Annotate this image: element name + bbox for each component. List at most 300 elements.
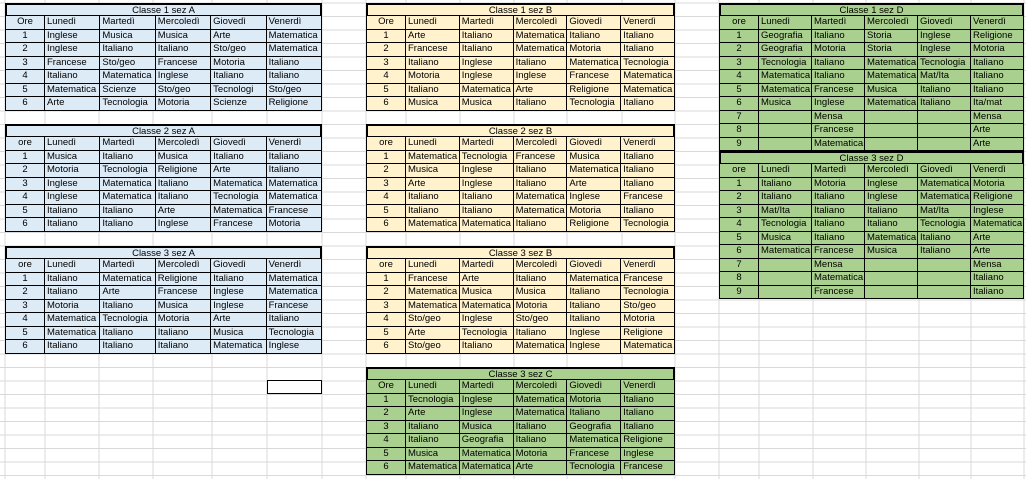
subject-cell[interactable]: Matematica [514, 407, 568, 421]
subject-cell[interactable]: Arte [514, 461, 568, 475]
header-cell-marted[interactable]: Martedì [812, 16, 865, 30]
subject-cell[interactable]: Italiano [406, 421, 460, 435]
subject-cell[interactable]: Motoria [567, 394, 621, 408]
subject-cell[interactable]: Inglese [460, 164, 514, 178]
table-title[interactable]: Classe 3 sez C [366, 367, 675, 380]
subject-cell[interactable]: Tecnologia [567, 97, 621, 111]
subject-cell[interactable]: Matematica [971, 218, 1024, 232]
subject-cell[interactable]: Musica [406, 164, 460, 178]
hour-cell[interactable]: 7 [719, 111, 759, 125]
subject-cell[interactable]: Arte [460, 273, 514, 287]
hour-cell[interactable]: 6 [366, 461, 406, 475]
subject-cell[interactable] [865, 111, 918, 125]
subject-cell[interactable]: Arte [45, 97, 100, 111]
subject-cell[interactable]: Mensa [812, 259, 865, 273]
header-cell-gioved[interactable]: Giovedì [211, 137, 266, 151]
header-cell-ore[interactable]: Ore [366, 16, 406, 30]
subject-cell[interactable]: Italiano [267, 313, 322, 327]
subject-cell[interactable]: Religione [971, 191, 1024, 205]
hour-cell[interactable]: 5 [5, 327, 45, 341]
subject-cell[interactable]: Tecnologia [460, 327, 514, 341]
hour-cell[interactable]: 2 [5, 164, 45, 178]
subject-cell[interactable]: Matematica [267, 286, 322, 300]
subject-cell[interactable]: Matematica [460, 461, 514, 475]
subject-cell[interactable]: Inglese [211, 286, 266, 300]
hour-cell[interactable]: 7 [719, 259, 759, 273]
header-cell-gioved[interactable]: Giovedì [918, 164, 971, 178]
subject-cell[interactable]: Musica [211, 327, 266, 341]
subject-cell[interactable]: Italiano [918, 97, 971, 111]
hour-cell[interactable]: 1 [366, 394, 406, 408]
header-cell-luned[interactable]: Lunedì [759, 16, 812, 30]
subject-cell[interactable] [865, 272, 918, 286]
hour-cell[interactable]: 2 [5, 286, 45, 300]
subject-cell[interactable]: Italiano [971, 84, 1024, 98]
subject-cell[interactable]: Francese [267, 205, 322, 219]
subject-cell[interactable] [759, 138, 812, 152]
subject-cell[interactable]: Arte [100, 286, 155, 300]
subject-cell[interactable]: Matematica [514, 43, 568, 57]
subject-cell[interactable]: Italiano [621, 30, 675, 44]
subject-cell[interactable]: Italiano [156, 340, 211, 354]
subject-cell[interactable]: Geografia [759, 43, 812, 57]
subject-cell[interactable]: Italiano [460, 205, 514, 219]
subject-cell[interactable] [759, 124, 812, 138]
header-cell-luned[interactable]: Lunedì [406, 259, 460, 273]
subject-cell[interactable]: Matematica [100, 191, 155, 205]
table-title[interactable]: Classe 1 sez B [366, 3, 675, 16]
subject-cell[interactable]: Italiano [567, 286, 621, 300]
hour-cell[interactable]: 4 [5, 191, 45, 205]
subject-cell[interactable]: Italiano [156, 43, 211, 57]
subject-cell[interactable]: Inglese [45, 191, 100, 205]
subject-cell[interactable]: Italiano [406, 205, 460, 219]
subject-cell[interactable]: Inglese [211, 300, 266, 314]
header-cell-ore[interactable]: ore [719, 16, 759, 30]
hour-cell[interactable]: 4 [719, 70, 759, 84]
subject-cell[interactable]: Tecnologia [100, 313, 155, 327]
subject-cell[interactable]: Musica [460, 421, 514, 435]
subject-cell[interactable]: Arte [406, 30, 460, 44]
subject-cell[interactable]: Inglese [45, 30, 100, 44]
subject-cell[interactable] [918, 272, 971, 286]
subject-cell[interactable]: Italiano [971, 70, 1024, 84]
subject-cell[interactable]: Arte [211, 164, 266, 178]
header-cell-venerd[interactable]: Venerdì [621, 380, 675, 394]
subject-cell[interactable]: Matematica [460, 300, 514, 314]
subject-cell[interactable]: Arte [971, 124, 1024, 138]
header-cell-marted[interactable]: Martedì [460, 259, 514, 273]
hour-cell[interactable]: 6 [366, 97, 406, 111]
subject-cell[interactable]: Inglese [567, 327, 621, 341]
subject-cell[interactable]: Matematica [211, 340, 266, 354]
subject-cell[interactable]: Italiano [460, 340, 514, 354]
hour-cell[interactable]: 4 [366, 70, 406, 84]
subject-cell[interactable]: Matematica [514, 30, 568, 44]
header-cell-mercoled[interactable]: Mercoledì [156, 137, 211, 151]
subject-cell[interactable]: Matematica [267, 178, 322, 192]
subject-cell[interactable] [759, 111, 812, 125]
subject-cell[interactable]: Tecnologia [460, 151, 514, 165]
header-cell-marted[interactable]: Martedì [100, 16, 155, 30]
subject-cell[interactable]: Matematica [918, 178, 971, 192]
subject-cell[interactable] [918, 259, 971, 273]
subject-cell[interactable]: Motoria [514, 300, 568, 314]
subject-cell[interactable]: Francese [156, 286, 211, 300]
subject-cell[interactable]: Ita/mat [971, 97, 1024, 111]
subject-cell[interactable]: Italiano [45, 218, 100, 232]
header-cell-luned[interactable]: Lunedì [406, 380, 460, 394]
subject-cell[interactable]: Inglese [865, 178, 918, 192]
hour-cell[interactable]: 5 [719, 84, 759, 98]
subject-cell[interactable]: Arte [211, 313, 266, 327]
subject-cell[interactable]: Musica [156, 300, 211, 314]
subject-cell[interactable]: Italiano [812, 30, 865, 44]
subject-cell[interactable]: Musica [514, 286, 568, 300]
subject-cell[interactable]: Italiano [621, 394, 675, 408]
subject-cell[interactable]: Matematica [621, 70, 675, 84]
subject-cell[interactable]: Italiano [45, 273, 100, 287]
hour-cell[interactable]: 3 [719, 57, 759, 71]
subject-cell[interactable]: Italiano [514, 164, 568, 178]
header-cell-gioved[interactable]: Giovedì [567, 137, 621, 151]
subject-cell[interactable]: Italiano [211, 273, 266, 287]
header-cell-mercoled[interactable]: Mercoledì [865, 164, 918, 178]
subject-cell[interactable]: Inglese [918, 30, 971, 44]
subject-cell[interactable]: Italiano [918, 245, 971, 259]
header-cell-mercoled[interactable]: Mercoledì [514, 380, 568, 394]
subject-cell[interactable]: Matematica [759, 84, 812, 98]
subject-cell[interactable]: Scienze [211, 97, 266, 111]
header-cell-marted[interactable]: Martedì [100, 137, 155, 151]
subject-cell[interactable]: Matematica [460, 84, 514, 98]
subject-cell[interactable]: Italiano [812, 218, 865, 232]
subject-cell[interactable]: Tecnologia [918, 218, 971, 232]
subject-cell[interactable]: Matematica [865, 232, 918, 246]
subject-cell[interactable]: Italiano [567, 300, 621, 314]
subject-cell[interactable]: Italiano [406, 434, 460, 448]
subject-cell[interactable]: Motoria [567, 43, 621, 57]
subject-cell[interactable]: Tecnologia [759, 57, 812, 71]
subject-cell[interactable]: Italiano [971, 57, 1024, 71]
hour-cell[interactable]: 5 [5, 84, 45, 98]
header-cell-venerd[interactable]: Venerdì [267, 259, 322, 273]
subject-cell[interactable]: Musica [460, 97, 514, 111]
subject-cell[interactable]: Italiano [514, 178, 568, 192]
subject-cell[interactable]: Italiano [156, 178, 211, 192]
hour-cell[interactable]: 9 [719, 138, 759, 152]
hour-cell[interactable]: 3 [5, 57, 45, 71]
subject-cell[interactable]: Arte [971, 245, 1024, 259]
hour-cell[interactable]: 6 [719, 245, 759, 259]
subject-cell[interactable]: Motoria [971, 178, 1024, 192]
subject-cell[interactable]: Matematica [865, 57, 918, 71]
subject-cell[interactable]: Mensa [812, 111, 865, 125]
subject-cell[interactable]: Francese [267, 300, 322, 314]
subject-cell[interactable]: Italiano [100, 205, 155, 219]
hour-cell[interactable]: 3 [366, 421, 406, 435]
subject-cell[interactable]: Arte [971, 138, 1024, 152]
subject-cell[interactable]: Matematica [514, 340, 568, 354]
table-title[interactable]: Classe 1 sez D [719, 3, 1024, 16]
hour-cell[interactable]: 6 [5, 340, 45, 354]
hour-cell[interactable]: 5 [366, 327, 406, 341]
subject-cell[interactable]: Motoria [211, 57, 266, 71]
subject-cell[interactable]: Motoria [156, 313, 211, 327]
subject-cell[interactable]: Motoria [45, 164, 100, 178]
hour-cell[interactable]: 3 [5, 178, 45, 192]
subject-cell[interactable]: Matematica [567, 273, 621, 287]
subject-cell[interactable]: Matematica [759, 70, 812, 84]
subject-cell[interactable]: Italiano [567, 313, 621, 327]
header-cell-ore[interactable]: ore [719, 164, 759, 178]
subject-cell[interactable]: Italiano [45, 340, 100, 354]
subject-cell[interactable]: Matematica [567, 164, 621, 178]
subject-cell[interactable]: Musica [45, 151, 100, 165]
subject-cell[interactable]: Tecnologia [406, 394, 460, 408]
subject-cell[interactable]: Motoria [812, 43, 865, 57]
hour-cell[interactable]: 1 [366, 30, 406, 44]
hour-cell[interactable]: 3 [366, 300, 406, 314]
subject-cell[interactable]: Inglese [567, 191, 621, 205]
subject-cell[interactable]: Inglese [460, 70, 514, 84]
subject-cell[interactable]: Tecnologia [621, 286, 675, 300]
subject-cell[interactable]: Motoria [621, 313, 675, 327]
subject-cell[interactable]: Matematica [100, 273, 155, 287]
subject-cell[interactable]: Arte [567, 178, 621, 192]
subject-cell[interactable]: Storia [865, 30, 918, 44]
subject-cell[interactable]: Italiano [100, 43, 155, 57]
subject-cell[interactable]: Italiano [567, 30, 621, 44]
header-cell-ore[interactable]: ore [366, 259, 406, 273]
subject-cell[interactable]: Italiano [267, 70, 322, 84]
subject-cell[interactable]: Matematica [865, 70, 918, 84]
subject-cell[interactable]: Italiano [460, 43, 514, 57]
subject-cell[interactable]: Italiano [812, 191, 865, 205]
subject-cell[interactable] [759, 272, 812, 286]
subject-cell[interactable]: Italiano [567, 407, 621, 421]
header-cell-luned[interactable]: Lunedì [45, 137, 100, 151]
subject-cell[interactable]: Matematica [759, 245, 812, 259]
subject-cell[interactable]: Italiano [514, 421, 568, 435]
subject-cell[interactable]: Inglese [812, 97, 865, 111]
subject-cell[interactable]: Matematica [267, 273, 322, 287]
subject-cell[interactable]: Italiano [514, 273, 568, 287]
header-cell-venerd[interactable]: Venerdì [621, 137, 675, 151]
header-cell-ore[interactable]: ore [5, 137, 45, 151]
subject-cell[interactable] [865, 124, 918, 138]
subject-cell[interactable]: Italiano [621, 97, 675, 111]
header-cell-mercoled[interactable]: Mercoledì [865, 16, 918, 30]
subject-cell[interactable]: Inglese [45, 43, 100, 57]
subject-cell[interactable]: Italiano [156, 327, 211, 341]
subject-cell[interactable]: Italiano [267, 57, 322, 71]
subject-cell[interactable]: Italiano [100, 300, 155, 314]
hour-cell[interactable]: 1 [5, 30, 45, 44]
subject-cell[interactable]: Italiano [621, 205, 675, 219]
subject-cell[interactable]: Musica [100, 30, 155, 44]
subject-cell[interactable]: Francese [812, 84, 865, 98]
subject-cell[interactable]: Francese [812, 124, 865, 138]
hour-cell[interactable]: 4 [366, 191, 406, 205]
subject-cell[interactable]: Arte [406, 327, 460, 341]
hour-cell[interactable]: 2 [366, 43, 406, 57]
hour-cell[interactable]: 6 [5, 218, 45, 232]
subject-cell[interactable]: Musica [460, 286, 514, 300]
hour-cell[interactable]: 1 [719, 30, 759, 44]
header-cell-gioved[interactable]: Giovedì [567, 380, 621, 394]
subject-cell[interactable]: Francese [567, 448, 621, 462]
subject-cell[interactable]: Italiano [100, 218, 155, 232]
header-cell-ore[interactable]: Ore [5, 16, 45, 30]
subject-cell[interactable]: Matematica [812, 138, 865, 152]
subject-cell[interactable]: Matematica [812, 272, 865, 286]
subject-cell[interactable]: Matematica [45, 84, 100, 98]
subject-cell[interactable]: Inglese [567, 340, 621, 354]
hour-cell[interactable]: 5 [719, 232, 759, 246]
header-cell-marted[interactable]: Martedì [460, 380, 514, 394]
header-cell-marted[interactable]: Martedì [812, 164, 865, 178]
hour-cell[interactable]: 3 [366, 57, 406, 71]
subject-cell[interactable]: Italiano [865, 205, 918, 219]
subject-cell[interactable]: Inglese [156, 218, 211, 232]
subject-cell[interactable]: Sto/geo [621, 300, 675, 314]
subject-cell[interactable]: Storia [865, 43, 918, 57]
subject-cell[interactable]: Tecnologia [100, 164, 155, 178]
table-title[interactable]: Classe 2 sez A [5, 124, 322, 137]
header-cell-venerd[interactable]: Venerdì [621, 259, 675, 273]
subject-cell[interactable]: Motoria [45, 300, 100, 314]
header-cell-gioved[interactable]: Giovedì [918, 16, 971, 30]
subject-cell[interactable] [759, 286, 812, 300]
hour-cell[interactable]: 1 [5, 273, 45, 287]
hour-cell[interactable]: 1 [366, 151, 406, 165]
subject-cell[interactable]: Matematica [514, 205, 568, 219]
hour-cell[interactable]: 6 [719, 97, 759, 111]
subject-cell[interactable]: Matematica [460, 448, 514, 462]
subject-cell[interactable]: Italiano [759, 178, 812, 192]
hour-cell[interactable]: 3 [719, 205, 759, 219]
header-cell-ore[interactable]: ore [5, 259, 45, 273]
subject-cell[interactable]: Italiano [812, 232, 865, 246]
header-cell-marted[interactable]: Martedì [460, 16, 514, 30]
subject-cell[interactable]: Francese [621, 273, 675, 287]
subject-cell[interactable]: Sto/geo [100, 57, 155, 71]
subject-cell[interactable]: Italiano [514, 434, 568, 448]
header-cell-venerd[interactable]: Venerdì [621, 16, 675, 30]
subject-cell[interactable]: Italiano [621, 43, 675, 57]
subject-cell[interactable]: Religione [156, 164, 211, 178]
subject-cell[interactable]: Matematica [567, 434, 621, 448]
subject-cell[interactable]: Matematica [918, 191, 971, 205]
subject-cell[interactable]: Italiano [211, 151, 266, 165]
subject-cell[interactable]: Matematica [406, 286, 460, 300]
subject-cell[interactable]: Italiano [45, 286, 100, 300]
table-title[interactable]: Classe 3 sez D [719, 151, 1024, 164]
subject-cell[interactable]: Matematica [460, 218, 514, 232]
hour-cell[interactable]: 4 [5, 313, 45, 327]
hour-cell[interactable]: 5 [5, 205, 45, 219]
subject-cell[interactable]: Tecnologia [621, 218, 675, 232]
subject-cell[interactable]: Matematica [514, 191, 568, 205]
subject-cell[interactable] [865, 138, 918, 152]
subject-cell[interactable]: Matematica [45, 327, 100, 341]
subject-cell[interactable]: Matematica [621, 340, 675, 354]
header-cell-venerd[interactable]: Venerdì [267, 137, 322, 151]
subject-cell[interactable]: Musica [567, 151, 621, 165]
table-title[interactable]: Classe 3 sez B [366, 246, 675, 259]
subject-cell[interactable]: Italiano [812, 57, 865, 71]
header-cell-luned[interactable]: Lunedì [406, 16, 460, 30]
subject-cell[interactable]: Tecnologia [100, 97, 155, 111]
subject-cell[interactable]: Inglese [156, 70, 211, 84]
subject-cell[interactable]: Italiano [211, 70, 266, 84]
subject-cell[interactable]: Matematica [211, 178, 266, 192]
subject-cell[interactable]: Italiano [971, 272, 1024, 286]
subject-cell[interactable] [918, 286, 971, 300]
hour-cell[interactable]: 9 [719, 286, 759, 300]
subject-cell[interactable]: Religione [621, 434, 675, 448]
header-cell-venerd[interactable]: Venerdì [971, 164, 1024, 178]
subject-cell[interactable]: Francese [514, 151, 568, 165]
subject-cell[interactable]: Italiano [460, 30, 514, 44]
subject-cell[interactable]: Italiano [406, 84, 460, 98]
subject-cell[interactable]: Francese [406, 43, 460, 57]
subject-cell[interactable] [865, 286, 918, 300]
subject-cell[interactable]: Italiano [812, 205, 865, 219]
subject-cell[interactable]: Italiano [514, 97, 568, 111]
subject-cell[interactable]: Motoria [971, 43, 1024, 57]
subject-cell[interactable]: Matematica [267, 191, 322, 205]
subject-cell[interactable]: Francese [812, 245, 865, 259]
subject-cell[interactable]: Musica [406, 448, 460, 462]
subject-cell[interactable]: Mensa [971, 111, 1024, 125]
subject-cell[interactable]: Musica [759, 232, 812, 246]
subject-cell[interactable]: Italiano [100, 151, 155, 165]
subject-cell[interactable]: Religione [156, 273, 211, 287]
subject-cell[interactable]: Geografia [759, 30, 812, 44]
header-cell-venerd[interactable]: Venerdì [267, 16, 322, 30]
subject-cell[interactable]: Francese [812, 286, 865, 300]
hour-cell[interactable]: 8 [719, 124, 759, 138]
subject-cell[interactable]: Tecnologia [918, 57, 971, 71]
hour-cell[interactable]: 4 [5, 70, 45, 84]
subject-cell[interactable]: Matematica [865, 97, 918, 111]
subject-cell[interactable]: Motoria [267, 218, 322, 232]
hour-cell[interactable]: 2 [366, 407, 406, 421]
subject-cell[interactable]: Motoria [567, 205, 621, 219]
subject-cell[interactable]: Italiano [514, 327, 568, 341]
subject-cell[interactable]: Italiano [100, 340, 155, 354]
subject-cell[interactable]: Inglese [918, 43, 971, 57]
subject-cell[interactable]: Matematica [406, 151, 460, 165]
subject-cell[interactable]: Religione [567, 84, 621, 98]
subject-cell[interactable]: Inglese [460, 394, 514, 408]
subject-cell[interactable]: Motoria [514, 448, 568, 462]
subject-cell[interactable]: Italiano [460, 191, 514, 205]
subject-cell[interactable]: Inglese [267, 340, 322, 354]
subject-cell[interactable]: Inglese [460, 178, 514, 192]
subject-cell[interactable]: Italiano [812, 70, 865, 84]
hour-cell[interactable]: 1 [366, 273, 406, 287]
subject-cell[interactable]: Matematica [514, 394, 568, 408]
subject-cell[interactable]: Italiano [514, 57, 568, 71]
subject-cell[interactable]: Religione [971, 30, 1024, 44]
header-cell-mercoled[interactable]: Mercoledì [156, 16, 211, 30]
subject-cell[interactable]: Francese [45, 57, 100, 71]
subject-cell[interactable]: Francese [621, 461, 675, 475]
subject-cell[interactable]: Matematica [567, 57, 621, 71]
